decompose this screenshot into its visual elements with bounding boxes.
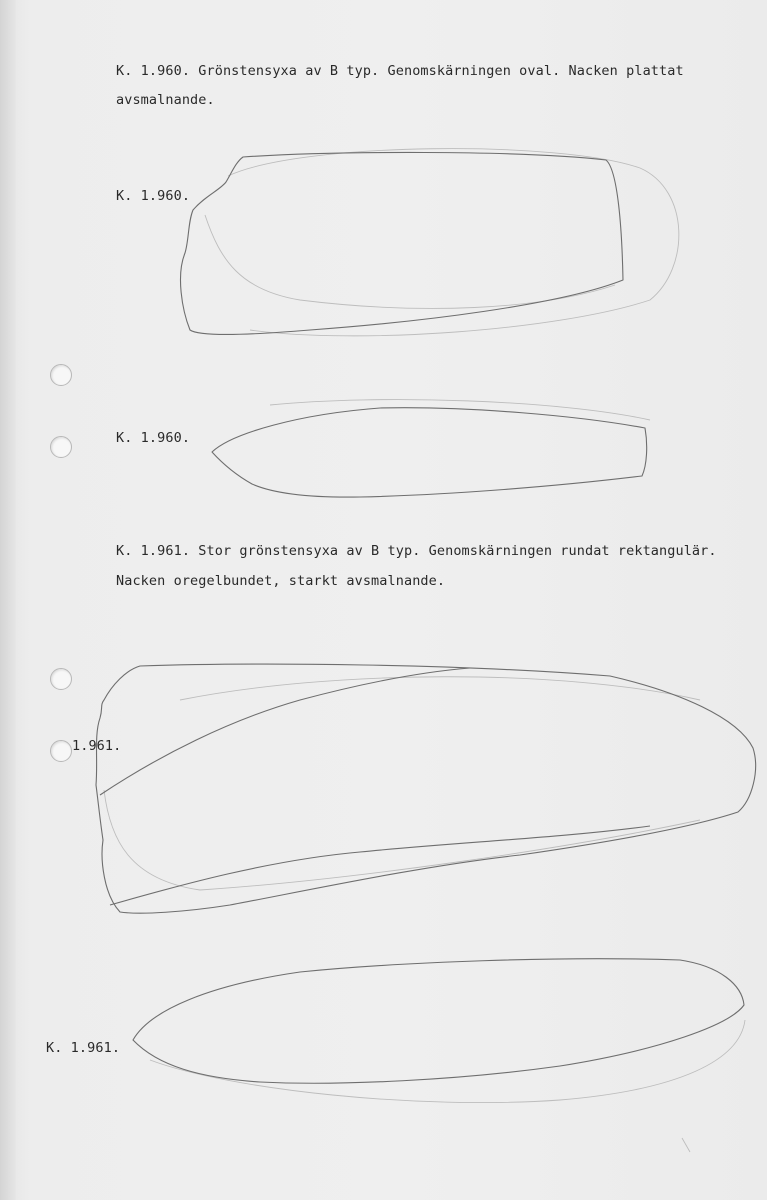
entry-2-description-line-1: K. 1.961. Stor grönstensyxa av B typ. Genomskärningen rundat rektangulär. [116, 543, 717, 559]
entry-1-description-line-2: avsmalnande. [116, 92, 215, 108]
figure-2-label: K. 1.960. [116, 430, 191, 446]
figure-4-label: K. 1.961. [46, 1040, 121, 1056]
entry-2-description-line-2: Nacken oregelbundet, starkt avsmalnande. [116, 573, 446, 589]
entry-1-description-line-1: K. 1.960. Grönstensyxa av B typ. Genomskärningen oval. Nacken plattat [116, 63, 684, 79]
axe-drawing-side-view-1 [181, 149, 679, 336]
pencil-mark [682, 1138, 690, 1152]
axe-drawing-side-view-2 [96, 664, 756, 913]
axe-drawing-top-view-1 [212, 400, 650, 498]
axe-drawing-top-view-2 [133, 959, 745, 1103]
figure-3-label: 1.961. [72, 738, 122, 754]
figure-1-label: K. 1.960. [116, 188, 191, 204]
